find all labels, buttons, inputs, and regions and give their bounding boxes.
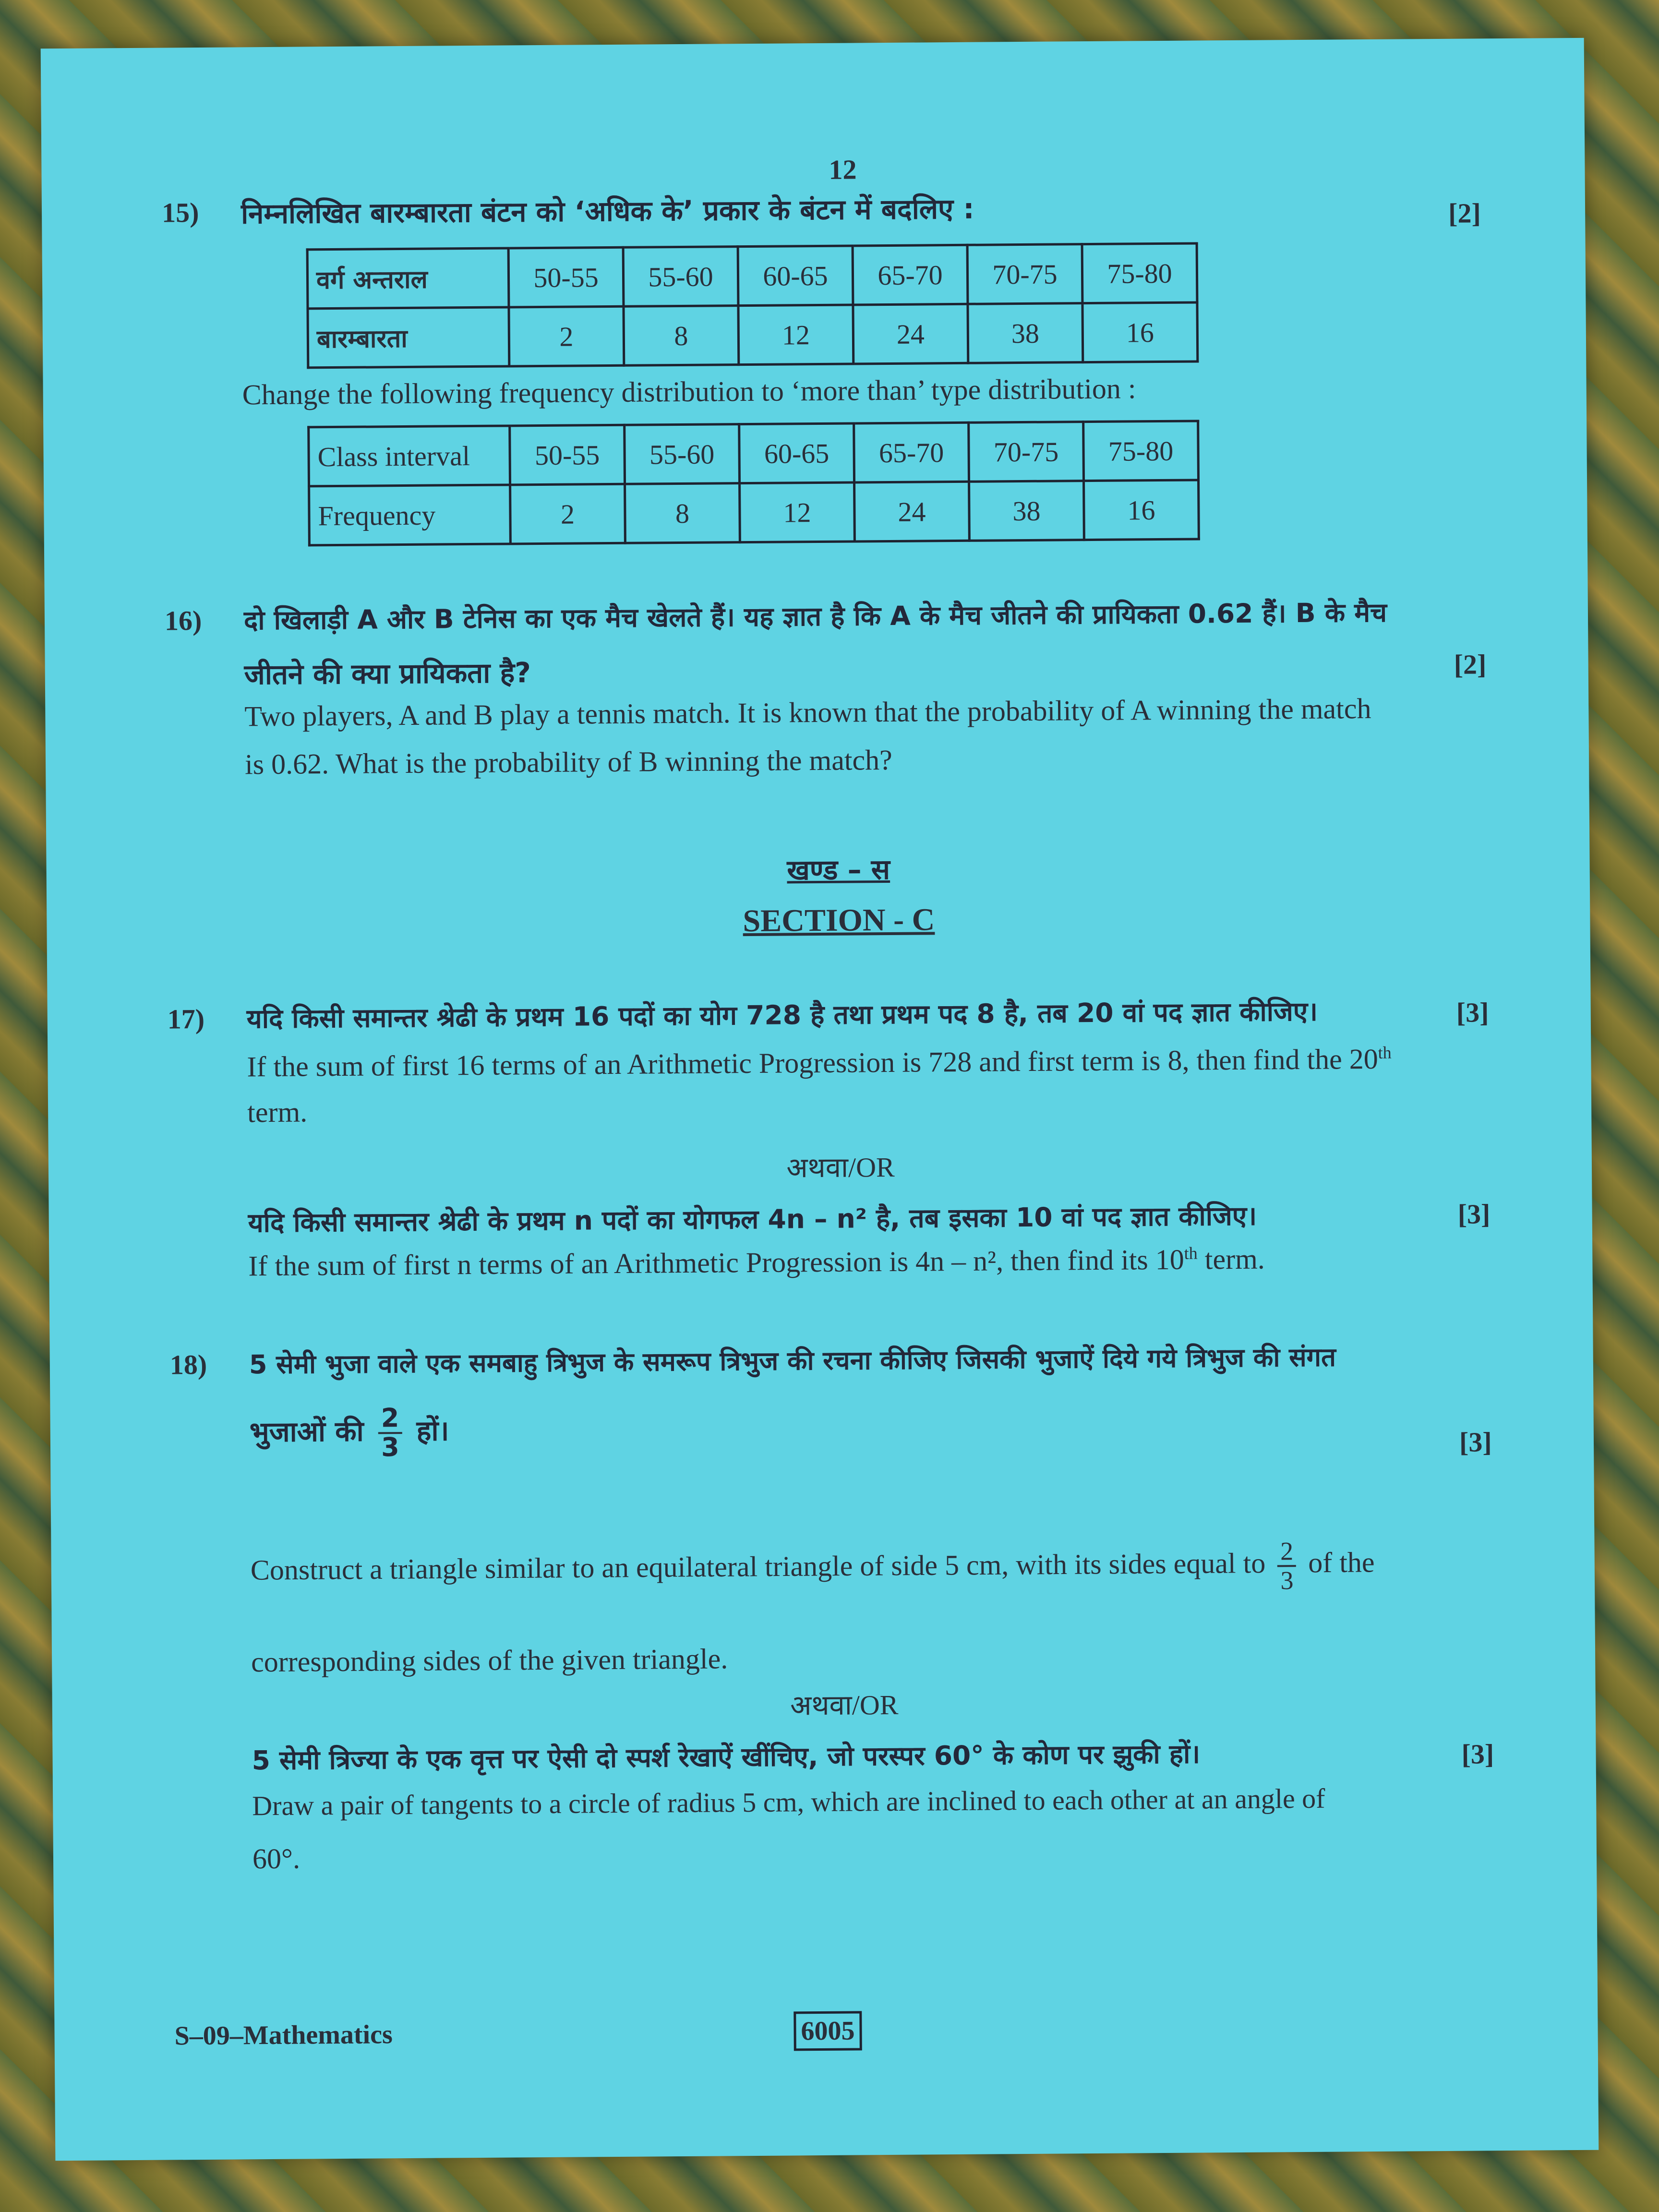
q15-marks: [2]	[1448, 197, 1481, 229]
page-number: 12	[829, 154, 857, 185]
table-cell: 24	[853, 304, 968, 364]
table-row	[309, 421, 1199, 486]
footer-subject-code: S–09–Mathematics	[174, 2020, 393, 2051]
q15-table-english	[307, 420, 1200, 546]
fraction-numerator: 2	[1277, 1538, 1296, 1567]
q18-alt-english-line2: 60°.	[252, 1842, 301, 1875]
q18-hindi-line1: 5 सेमी भुजा वाले एक समबाहु त्रिभुज के समरूप त्रिभुज की रचना कीजिए जिसकी भुजाऐं दिये गये त्रिभुज की संगत	[249, 1342, 1336, 1380]
section-heading-hindi: खण्ड – स	[787, 853, 890, 887]
fraction-numerator: 2	[378, 1405, 402, 1434]
q18-english-line1-tail: of the	[1308, 1546, 1375, 1579]
fraction-denominator: 3	[381, 1431, 399, 1463]
q18-alt-marks: [3]	[1461, 1738, 1494, 1770]
q18-hindi-line2	[249, 1404, 449, 1462]
question-number-16: 16)	[164, 604, 202, 637]
table-cell: 16	[1084, 480, 1199, 540]
superscript: th	[1184, 1243, 1198, 1263]
q17-hindi-text: यदि किसी समान्तर श्रेढी के प्रथम 16 पदों का योग 728 है तथा प्रथम पद 8 है, तब 20 वां पद ज्ञात कीजिए।	[246, 996, 1318, 1034]
table-cell: 50-55	[508, 247, 624, 307]
q17-english-line1-text: If the sum of first 16 terms of an Arithmetic Progression is 728 and first term is 8, then find the 20	[247, 1043, 1378, 1083]
question-number-18: 18)	[169, 1348, 207, 1381]
q16-english-line1: Two players, A and B play a tennis match. It is known that the probability of A winning the match	[244, 692, 1371, 733]
fraction-denominator: 3	[1280, 1565, 1294, 1595]
table-row	[308, 302, 1198, 368]
q15-english-text: Change the following frequency distribution to ‘more than’ type distribution :	[242, 373, 1136, 411]
q17-alt-english-text: If the sum of first n terms of an Arithmetic Progression is 4n – n², then find its 10	[248, 1243, 1185, 1282]
table-cell: 24	[854, 481, 970, 541]
q18-english-line2: corresponding sides of the given triangle.	[251, 1643, 728, 1678]
q18-hindi-line2-text: भुजाओं की	[249, 1415, 364, 1449]
table-cell: 70-75	[969, 422, 1084, 482]
q18-english-line1-text: Construct a triangle similar to an equilateral triangle of side 5 cm, with its sides equal to	[250, 1547, 1266, 1586]
table-cell: 70-75	[967, 244, 1082, 304]
q16-hindi-line2: जीतने की क्या प्रायिकता है?	[244, 656, 531, 691]
q17-alt-english-tail: term.	[1197, 1243, 1265, 1275]
table-cell: 75-80	[1083, 421, 1199, 481]
question-number-17: 17)	[167, 1003, 205, 1035]
q17-marks: [3]	[1456, 997, 1489, 1028]
footer-paper-code: 6005	[793, 2011, 862, 2051]
section-heading-english: SECTION - C	[743, 902, 935, 939]
table-cell: 16	[1082, 302, 1198, 362]
superscript: th	[1378, 1043, 1392, 1062]
table-cell: 12	[738, 305, 854, 365]
table-row-label: Class interval	[309, 426, 510, 486]
table-row-label: वर्ग अन्तराल	[307, 248, 509, 309]
table-cell: 55-60	[625, 424, 740, 484]
table-cell: 2	[509, 306, 624, 366]
q17-alt-english	[248, 1243, 1265, 1283]
table-cell: 50-55	[510, 425, 625, 485]
q17-english-line2: term.	[247, 1096, 308, 1129]
table-row	[307, 243, 1197, 309]
table-row	[309, 480, 1199, 545]
table-row-label: Frequency	[309, 485, 511, 545]
table-cell: 60-65	[739, 423, 854, 483]
q18-hindi-line2-tail: हों।	[416, 1414, 449, 1447]
q16-english-line2: is 0.62. What is the probability of B winning the match?	[244, 744, 892, 781]
q18-english-line1	[250, 1537, 1375, 1601]
table-cell: 2	[510, 484, 625, 544]
fraction-two-thirds	[1277, 1538, 1297, 1594]
q18-alt-hindi-text: 5 सेमी त्रिज्या के एक वृत्त पर ऐसी दो स्पर्श रेखाऐं खींचिए, जो परस्पर 60° के कोण पर झुकी हों।	[252, 1738, 1201, 1776]
table-cell: 65-70	[853, 245, 968, 305]
q17-alt-hindi-text: यदि किसी समान्तर श्रेढी के प्रथम n पदों का योगफल 4n – n² है, तब इसका 10 वां पद ज्ञात कीजिए।	[248, 1200, 1257, 1238]
q15-hindi-text: निम्नलिखित बारम्बारता बंटन को ‘अधिक के’ प्रकार के बंटन में बदलिए :	[240, 192, 974, 230]
table-cell: 8	[624, 306, 739, 366]
table-cell: 65-70	[854, 422, 969, 482]
q17-or-separator: अथवा/OR	[786, 1151, 895, 1184]
q18-marks: [3]	[1459, 1426, 1492, 1458]
table-cell: 38	[968, 303, 1083, 363]
table-cell: 55-60	[623, 247, 738, 307]
fraction-two-thirds	[378, 1405, 402, 1461]
q18-alt-english-line1: Draw a pair of tangents to a circle of radius 5 cm, which are inclined to each other at an angle of	[252, 1782, 1325, 1822]
table-cell: 60-65	[738, 246, 853, 306]
q17-alt-marks: [3]	[1457, 1198, 1491, 1230]
table-row-label: बारम्बारता	[308, 307, 509, 368]
q16-hindi-line1: दो खिलाड़ी A और B टेनिस का एक मैच खेलते हैं। यह ज्ञात है कि A के मैच जीतने की प्रायिकता 0.62 हैं। B के मैच	[243, 597, 1387, 636]
exam-page	[41, 38, 1599, 2161]
table-cell: 75-80	[1082, 243, 1197, 303]
question-number-15: 15)	[161, 196, 199, 228]
table-cell: 8	[625, 483, 740, 543]
table-cell: 12	[740, 482, 855, 542]
q16-marks: [2]	[1454, 649, 1487, 680]
q17-english-line1	[247, 1043, 1392, 1084]
table-cell: 38	[969, 481, 1084, 541]
q15-table-hindi	[306, 242, 1199, 369]
q18-or-separator: अथवा/OR	[790, 1689, 899, 1721]
